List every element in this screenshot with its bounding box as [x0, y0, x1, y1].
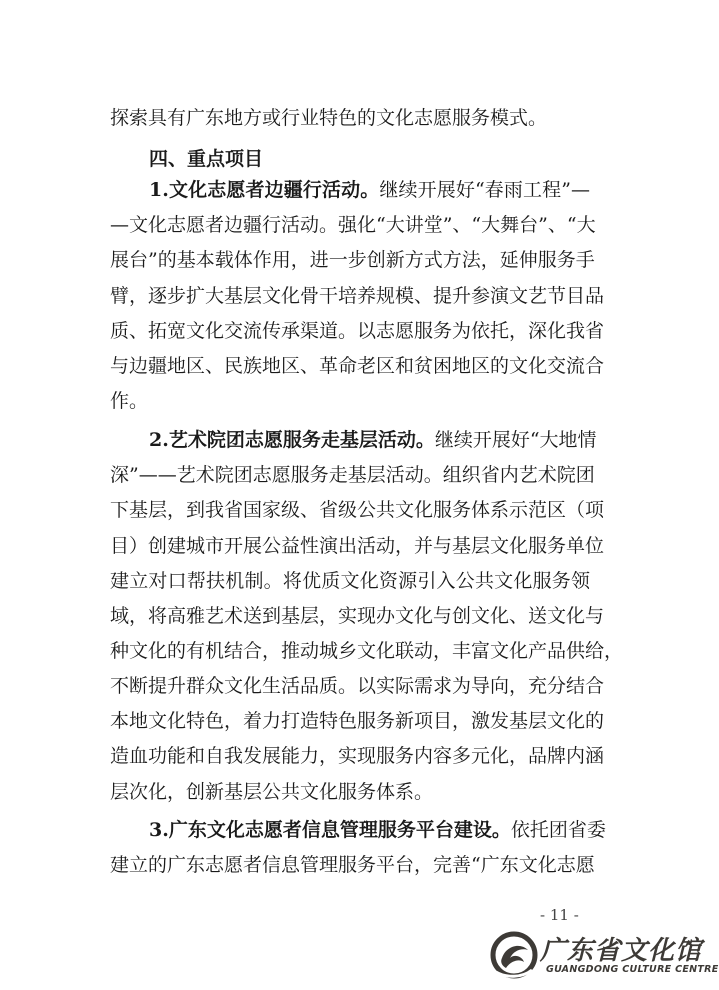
item3-first-line [149, 818, 606, 842]
item2-line: 下基层，到我省国家级、省级公共文化服务体系示范区（项 [110, 499, 605, 521]
item2-line: 造血功能和自我发展能力，实现服务内容多元化，品牌内涵 [110, 745, 605, 767]
item2-text: 继续开展好“大地情 [434, 429, 597, 451]
item1-line: —文化志愿者边疆行活动。强化“大讲堂”、“大舞台”、“大 [110, 214, 596, 236]
item2-first-line [149, 428, 597, 452]
watermark-name-en: GUANGDONG CULTURE CENTRE [546, 964, 719, 975]
item2-title: 2.艺术院团志愿服务走基层活动。 [149, 429, 435, 451]
watermark-name-cn: 广东省文化馆 [540, 936, 703, 966]
item2-line: 本地文化特色，着力打造特色服务新项目，激发基层文化的 [110, 710, 605, 732]
page-number: - 11 - [540, 906, 579, 924]
item1-text: 继续开展好“春雨工程”— [379, 179, 590, 201]
item1-line: 质、拓宽文化交流传承渠道。以志愿服务为依托，深化我省 [110, 320, 605, 342]
culture-centre-watermark [488, 928, 719, 984]
item1-line: 臂，逐步扩大基层文化骨干培养规模、提升参演文艺节目品 [110, 285, 605, 307]
item1-line: 作。 [110, 390, 149, 412]
item2-line: 不断提升群众文化生活品质。以实际需求为导向，充分结合 [110, 675, 605, 697]
item2-line: 域，将高雅艺术送到基层，实现办文化与创文化、送文化与 [110, 605, 605, 627]
intro-line: 探索具有广东地方或行业特色的文化志愿服务模式。 [110, 107, 548, 129]
item1-first-line [149, 178, 590, 202]
item2-line: 种文化的有机结合，推动城乡文化联动，丰富文化产品供给， [110, 640, 624, 662]
item2-line: 层次化，创新基层公共文化服务体系。 [110, 781, 434, 803]
item1-title: 1.文化志愿者边疆行活动。 [149, 179, 380, 201]
item1-line: 与边疆地区、民族地区、革命老区和贫困地区的文化交流合 [110, 355, 605, 377]
item1-line: 展台”的基本载体作用，进一步创新方式方法，延伸服务手 [110, 249, 595, 271]
item3-line: 建立的广东志愿者信息管理服务平台，完善“广东文化志愿 [110, 854, 595, 876]
item2-line: 深”——艺术院团志愿服务走基层活动。组织省内艺术院团 [110, 464, 595, 486]
item3-text: 依托团省委 [510, 819, 606, 841]
item2-line: 目）创建城市开展公益性演出活动，并与基层文化服务单位 [110, 535, 605, 557]
section-heading: 四、重点项目 [149, 148, 264, 170]
item2-line: 建立对口帮扶机制。将优质文化资源引入公共文化服务领 [110, 570, 590, 592]
item3-title: 3.广东文化志愿者信息管理服务平台建设。 [149, 819, 511, 841]
culture-centre-logo-icon [488, 928, 540, 984]
